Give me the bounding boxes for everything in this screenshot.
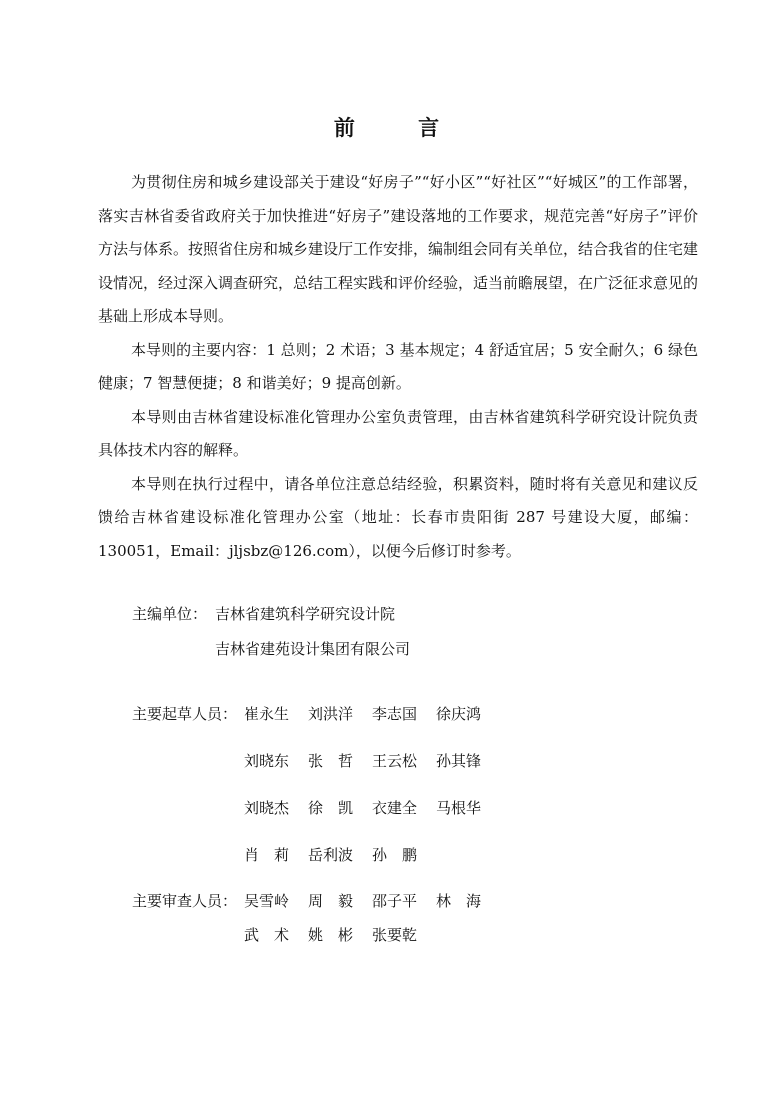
person-name: 林 海 bbox=[436, 892, 482, 910]
person-name: 邵子平 bbox=[372, 892, 418, 910]
person-name: 刘洪洋 bbox=[308, 705, 354, 723]
person-name: 吴雪岭 bbox=[244, 892, 290, 910]
person-name: 徐庆鸿 bbox=[436, 705, 482, 723]
drafters-label: 主要起草人员： bbox=[132, 705, 238, 723]
preface-body bbox=[98, 166, 698, 568]
person-name: 肖 莉 bbox=[244, 846, 290, 864]
person-name: 崔永生 bbox=[244, 705, 290, 723]
person-name: 孙其锋 bbox=[436, 752, 482, 770]
person-name: 徐 凯 bbox=[308, 799, 354, 817]
paragraph-purpose: 为贯彻住房和城乡建设部关于建设“好房子”“好小区”“好社区”“好城区”的工作部署，落实吉林省委省政府关于加快推进“好房子”建设落地的工作要求，规范完善“好房子”评价方法与体系。按照省住房和城乡建设厅工作安排，编制组会同有关单位，结合我省的住宅建设情况，经过深入调查研究，总结工程实践和评价经验，适当前瞻展望，在广泛征求意见的基础上形成本导则。 bbox=[98, 173, 699, 325]
page-title: 前 言 bbox=[333, 115, 468, 140]
paragraph-feedback: 本导则在执行过程中，请各单位注意总结经验，积累资料，随时将有关意见和建议反馈给吉林省建设标准化管理办公室（地址：长春市贵阳街 287 号建设大厦，邮编：130051，Email：jljsbz@126.com），以便今后修订时参考。 bbox=[98, 474, 698, 560]
person-name: 王云松 bbox=[372, 752, 418, 770]
paragraph-contents: 本导则的主要内容：1 总则；2 术语；3 基本规定；4 舒适宜居；5 安全耐久；6 绿色健康；7 智慧便捷；8 和谐美好；9 提高创新。 bbox=[98, 340, 698, 392]
person-name: 张要乾 bbox=[372, 926, 418, 944]
person-name: 姚 彬 bbox=[308, 926, 354, 944]
editor-unit: 吉林省建苑设计集团有限公司 bbox=[215, 640, 411, 658]
person-name: 岳利波 bbox=[308, 846, 354, 864]
person-name: 衣建全 bbox=[372, 799, 418, 817]
editor-unit: 吉林省建筑科学研究设计院 bbox=[215, 605, 396, 623]
person-name: 马根华 bbox=[436, 799, 482, 817]
paragraph-management: 本导则由吉林省建设标准化管理办公室负责管理，由吉林省建筑科学研究设计院负责具体技术内容的解释。 bbox=[98, 407, 698, 459]
person-name: 武 术 bbox=[244, 926, 290, 944]
person-name: 周 毅 bbox=[308, 892, 354, 910]
person-name: 李志国 bbox=[372, 705, 418, 723]
person-name: 孙 鹏 bbox=[372, 846, 418, 864]
person-name: 刘晓杰 bbox=[244, 799, 290, 817]
editors-label: 主编单位： bbox=[132, 605, 208, 623]
person-name: 张 哲 bbox=[308, 752, 354, 770]
reviewers-label: 主要审查人员： bbox=[132, 892, 238, 910]
person-name: 刘晓东 bbox=[244, 752, 290, 770]
